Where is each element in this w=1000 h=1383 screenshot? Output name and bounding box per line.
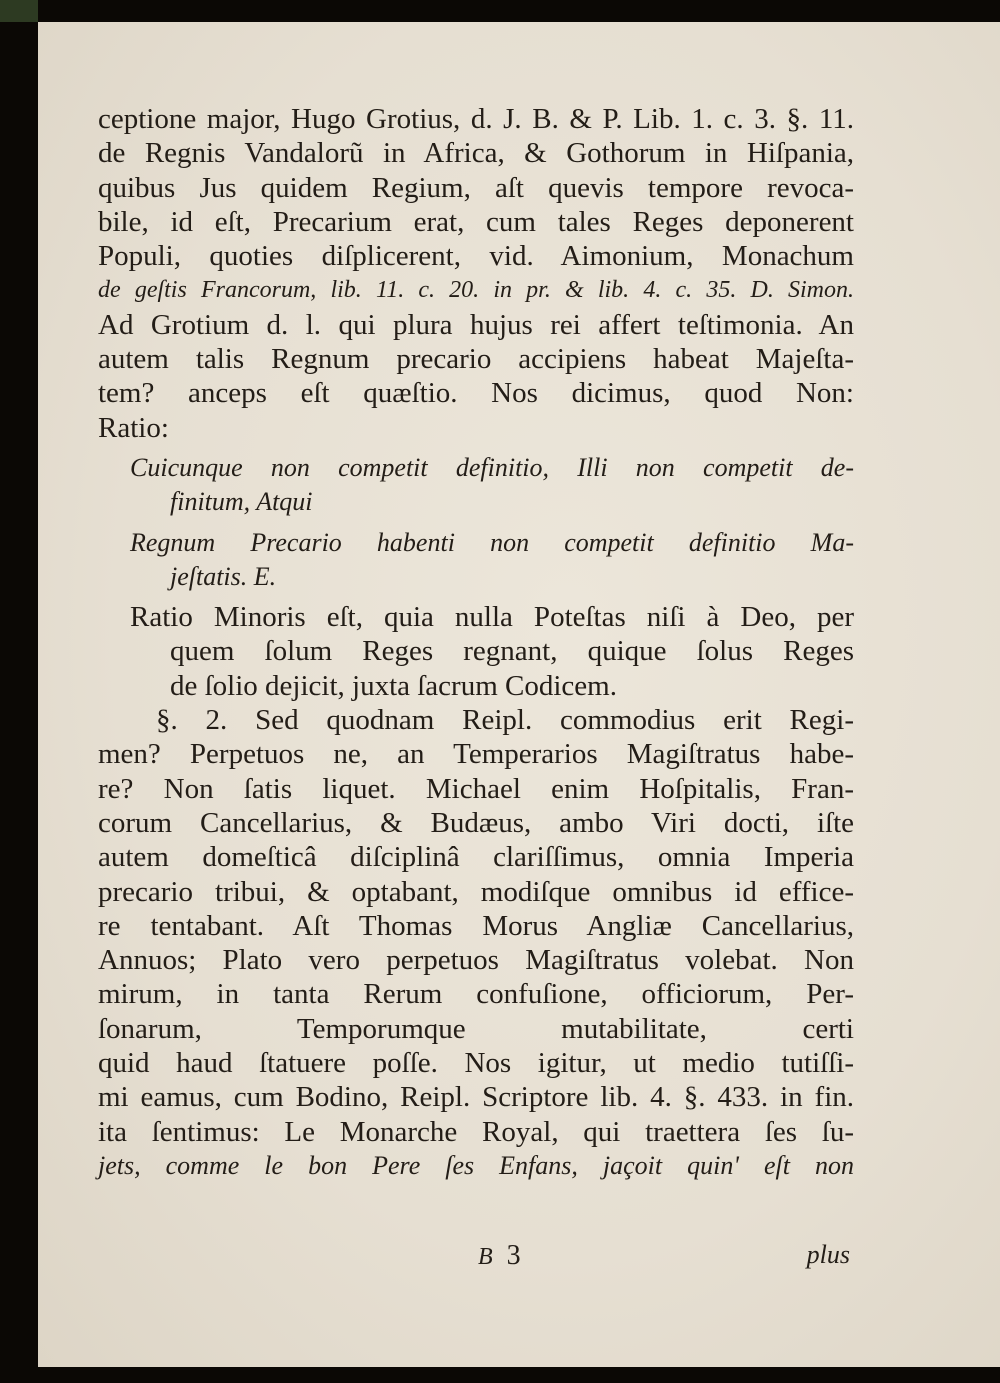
syllogism-major-1: Cuicunque non competit definitio, Illi non competit de- (130, 452, 854, 482)
section-2-line-6: precario tribui, & optabant, modiſque omnibus id effice- (98, 875, 854, 908)
section-2-line-2: men? Perpetuos ne, an Temperarios Magiſtratus habe- (98, 738, 854, 771)
section-2-line-4: corum Cancellarius, & Budæus, ambo Viri docti, iſte (98, 806, 854, 839)
ratio-minoris-3: de ſolio dejicit, juxta ſacrum Codicem. (170, 669, 617, 702)
text-line-5: Populi, quoties diſplicerent, vid. Aimonium, Monachum (98, 240, 854, 273)
syllogism-major-2: finitum, Atqui (170, 487, 313, 517)
syllogism-minor-2: jeſtatis. E. (170, 561, 277, 591)
signature-letter: B (478, 1244, 493, 1270)
text-line-1: ceptione major, Hugo Grotius, d. J. B. & P. Lib. 1. c. 3. §. 11. (98, 103, 854, 135)
section-2-line-10: ſonarum, Temporumque mutabilitate, certi (98, 1012, 854, 1045)
section-2-line-5: autem domeſticâ diſciplinâ clariſſimus, omnia Imperia (98, 841, 854, 874)
text-line-6: de geſtis Francorum, lib. 11. c. 20. in pr. & lib. 4. c. 35. D. Simon. (98, 277, 854, 304)
section-2-line-9: mirum, in tanta Rerum confuſione, officiorum, Per- (98, 978, 854, 1011)
text-line-2: de Regnis Vandalorũ in Africa, & Gothorum in Hiſpania, (98, 137, 854, 170)
section-2-line-14: jets, comme le bon Pere ſes Enfans, jaçoit quin' eſt non (98, 1150, 854, 1180)
page-number: 3 (506, 1240, 521, 1271)
section-2-line-13: ita ſentimus: Le Monarche Royal, qui traettera ſes ſu- (98, 1115, 854, 1148)
book-page (38, 22, 1000, 1367)
text-line-9: tem? anceps eſt quæſtio. Nos dicimus, quod Non: (98, 377, 854, 410)
text-line-8: autem talis Regnum precario accipiens habeat Majeſta- (98, 343, 854, 376)
text-line-10: Ratio: (98, 411, 169, 444)
ratio-minoris-2: quem ſolum Reges regnant, quique ſolus Reges (170, 635, 854, 668)
catchword: plus (806, 1240, 850, 1269)
scan-corner-mark (0, 0, 38, 22)
page-footer (98, 1240, 854, 1276)
ratio-minoris-1: Ratio Minoris eſt, quia nulla Poteſtas niſi à Deo, per (130, 601, 854, 634)
text-line-4: bile, id eſt, Precarium erat, cum tales Reges deponerent (98, 205, 854, 238)
section-2-line-11: quid haud ſtatuere poſſe. Nos igitur, ut medio tutiſſi- (98, 1047, 854, 1080)
section-2-line-12: mi eamus, cum Bodino, Reipl. Scriptore lib. 4. §. 433. in fin. (98, 1081, 854, 1114)
section-2-line-8: Annuos; Plato vero perpetuos Magiſtratus volebat. Non (98, 944, 854, 977)
section-2-line-7: re tentabant. Aſt Thomas Morus Angliæ Cancellarius, (98, 909, 854, 942)
section-2-line-1: §. 2. Sed quodnam Reipl. commodius erit Regi- (156, 704, 854, 737)
section-2-line-3: re? Non ſatis liquet. Michael enim Hoſpitalis, Fran- (98, 772, 854, 805)
page-body-text (98, 102, 854, 1183)
text-line-7: Ad Grotium d. l. qui plura hujus rei affert teſtimonia. An (98, 308, 854, 341)
text-line-3: quibus Jus quidem Regium, aſt quevis tempore revoca- (98, 171, 854, 204)
syllogism-minor-1: Regnum Precario habenti non competit definitio Ma- (130, 527, 854, 557)
signature-mark (478, 1240, 521, 1272)
